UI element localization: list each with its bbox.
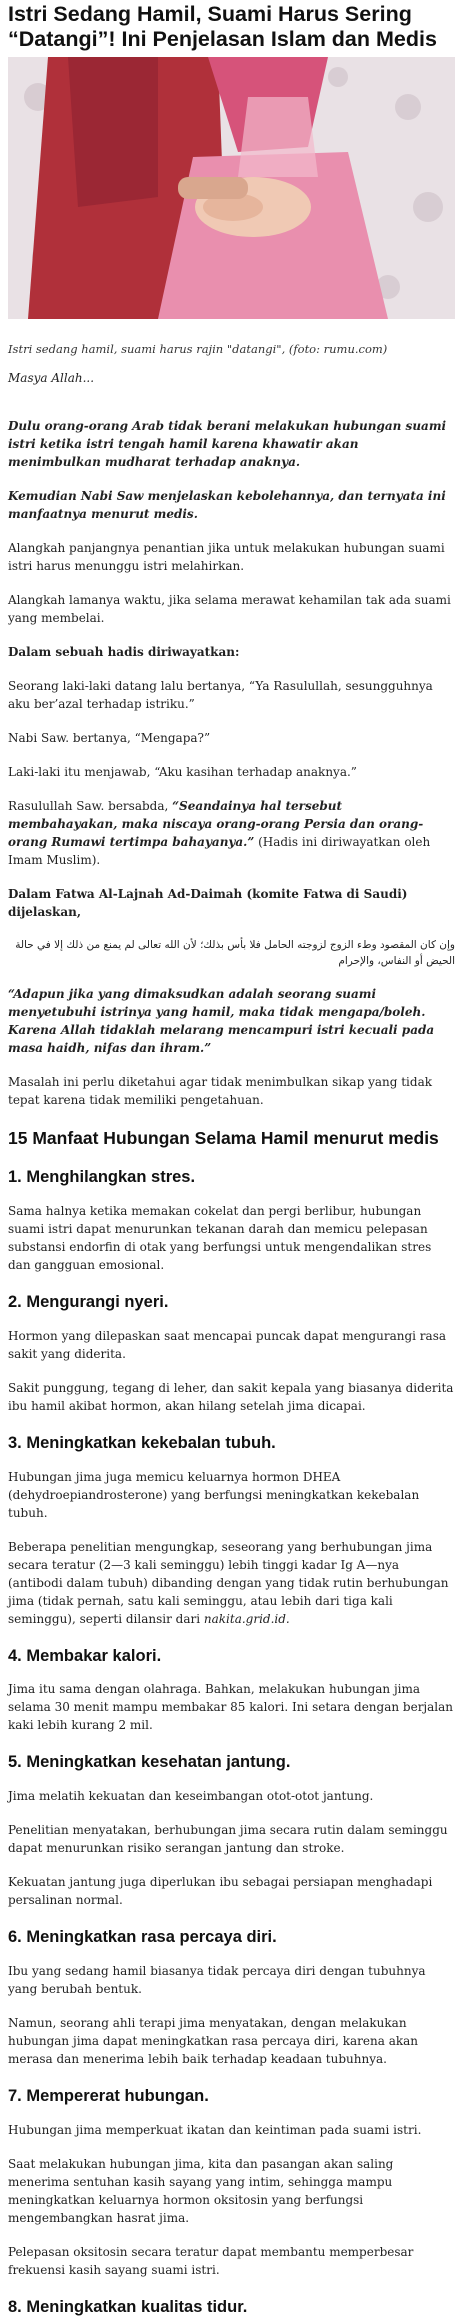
benefit-1-title: 1. Menghilangkan stres. (8, 1168, 196, 1187)
paragraph-12: Masalah ini perlu diketahui agar tidak menimbulkan sikap yang tidak tepat karena tidak memiliki pengetahuan. (8, 1075, 432, 1108)
benefit-4-title: 4. Membakar kalori. (8, 1646, 162, 1665)
benefits-heading: 15 Manfaat Hubungan Selama Hamil menurut medis (8, 1128, 439, 1149)
benefit-3-title: 3. Meningkatkan kekebalan tubuh. (8, 1433, 276, 1452)
hadith-man-answers: Laki-laki itu menjawab, “Aku kasihan terhadap anaknya.” (8, 764, 357, 779)
benefit-6-text-1: Ibu yang sedang hamil biasanya tidak percaya diri dengan tubuhnya yang berubah bentuk. (8, 1963, 426, 1996)
hero-image (8, 57, 455, 319)
fatwa-intro: Dalam Fatwa Al-Lajnah Ad-Daimah (komite Fatwa di Saudi) dijelaskan, (8, 886, 408, 919)
article (0, 2, 463, 2319)
source-link[interactable]: nakita.grid.id. (203, 1611, 290, 1626)
benefit-5-text-3: Kekuatan jantung juga diperlukan ibu sebagai persiapan menghadapi persalinan normal. (8, 1875, 433, 1908)
benefit-5-text-2: Penelitian menyatakan, berhubungan jima secara rutin dalam seminggu dapat menurunkan risiko serangan jantung dan stroke. (8, 1823, 448, 1856)
hadith-question: Seorang laki-laki datang lalu bertanya, “Ya Rasulullah, sesungguhnya aku ber’azal terhadap istriku.” (8, 678, 433, 711)
benefit-2-text-1: Hormon yang dilepaskan saat mencapai puncak dapat mengurangi rasa sakit yang diderita. (8, 1328, 447, 1361)
benefit-5-title: 5. Meningkatkan kesehatan jantung. (8, 1753, 291, 1772)
fatwa-translation: “Adapun jika yang dimaksudkan adalah seorang suami menyetubuhi istrinya yang hamil, maka tidak mengapa/boleh. Karena Allah tidaklah melarang mencampuri istri kecuali pada masa haidh, nifas dan ihram.” (8, 987, 435, 1056)
hadith-intro: Dalam sebuah hadis diriwayatkan: (8, 644, 240, 659)
intro-paragraph-1: Dulu orang-orang Arab tidak berani melakukan hubungan suami istri ketika istri tengah hamil karena khawatir akan menimbulkan mudharat terhadap anaknya. (8, 418, 447, 469)
benefit-3-text-2 (8, 1538, 455, 1628)
intro-exclamation: Masya Allah... (8, 370, 95, 385)
article-title: Istri Sedang Hamil, Suami Harus Sering “Datangi”! Ini Penjelasan Islam dan Medis (8, 2, 437, 51)
hadith-prefix: Rasulullah Saw. bersabda, (8, 798, 173, 813)
benefit-8-title: 8. Meningkatkan kualitas tidur. (8, 2297, 248, 2316)
benefit-5-text-1: Jima melatih kekuatan dan keseimbangan otot-otot jantung. (8, 1789, 374, 1804)
benefit-7-title: 7. Mempererat hubungan. (8, 2086, 209, 2105)
benefit-3-text-1: Hubungan jima juga memicu keluarnya hormon DHEA (dehydroepiandrosterone) yang berfungsi meningkatkan kekebalan tubuh. (8, 1469, 420, 1520)
hadith-source: (Hadis ini diriwayatkan oleh Imam Muslim). (8, 834, 431, 867)
benefit-3-text-2-body: Beberapa penelitian mengungkap, seseorang yang berhubungan jima secara teratur (2—3 kali seminggu) lebih tinggi kadar Ig A—nya (antibodi dalam tubuh) dibanding dengan yang tidak rutin berhubungan jima (tidak pernah, satu kali seminggu, atau lebih dari tiga kali seminggu), seperti dilansir dari (8, 1539, 449, 1626)
benefit-7-text-2: Saat melakukan hubungan jima, kita dan pasangan akan saling menerima sentuhan kasih sayang yang intim, sehingga mampu meningkatkan keluarnya hormon oksitosin yang berfungsi mengembangkan hasrat jima. (8, 2156, 394, 2225)
fatwa-arabic: وإن كان المقصود وطء الزوج لزوجته الحامل فلا بأس بذلك؛ لأن الله تعالى لم يمنع من ذلك إلا في حالة الحيض أو النفاس، والإحرام (15, 938, 455, 967)
benefit-4-text: Jima itu sama dengan olahraga. Bahkan, melakukan hubungan jima selama 30 menit mampu membakar 85 kalori. Ini setara dengan berjalan kaki lebih kurang 2 mil. (8, 1682, 454, 1733)
paragraph-4: Alangkah lamanya waktu, jika selama merawat kehamilan tak ada suami yang membelai. (8, 592, 451, 625)
benefit-6-title: 6. Meningkatkan rasa percaya diri. (8, 1928, 277, 1947)
intro-paragraph-2: Kemudian Nabi Saw menjelaskan kebolehannya, dan ternyata ini manfaatnya menurut medis. (8, 488, 446, 521)
benefit-2-text-2: Sakit punggung, tegang di leher, dan sakit kepala yang biasanya diderita ibu hamil akibat hormon, akan hilang setelah jima dicapai. (8, 1380, 454, 1413)
benefit-7-text-3: Pelepasan oksitosin secara teratur dapat membantu memperbesar frekuensi kasih sayang suami istri. (8, 2244, 414, 2277)
benefit-2-title: 2. Mengurangi nyeri. (8, 1293, 169, 1312)
benefit-7-text-1: Hubungan jima memperkuat ikatan dan keintiman pada suami istri. (8, 2122, 422, 2137)
benefit-6-text-2: Namun, seorang ahli terapi jima menyatakan, dengan melakukan hubungan jima dapat meningkatkan rasa percaya diri, karena akan merasa dan menerima lebih baik terhadap keadaan tubuhnya. (8, 2015, 419, 2066)
hadith-prophet-says (8, 797, 455, 869)
hadith-quote: “Seandainya hal tersebut membahayakan, maka niscaya orang-orang Persia dan orang-orang Rumawi tertimpa bahayanya.” (8, 798, 424, 849)
benefit-1-text: Sama halnya ketika memakan cokelat dan pergi berlibur, hubungan suami istri dapat menurunkan tekanan darah dan memicu pelepasan substansi endorfin di otak yang berfungsi untuk mengendalikan stres dan gangguan emosional. (8, 1204, 432, 1273)
hadith-prophet-asks: Nabi Saw. bertanya, “Mengapa?” (8, 730, 211, 745)
paragraph-3: Alangkah panjangnya penantian jika untuk melakukan hubungan suami istri harus menunggu istri melahirkan. (8, 540, 445, 573)
image-caption: Istri sedang hamil, suami harus rajin "datangi", (foto: rumu.com) (8, 342, 388, 357)
